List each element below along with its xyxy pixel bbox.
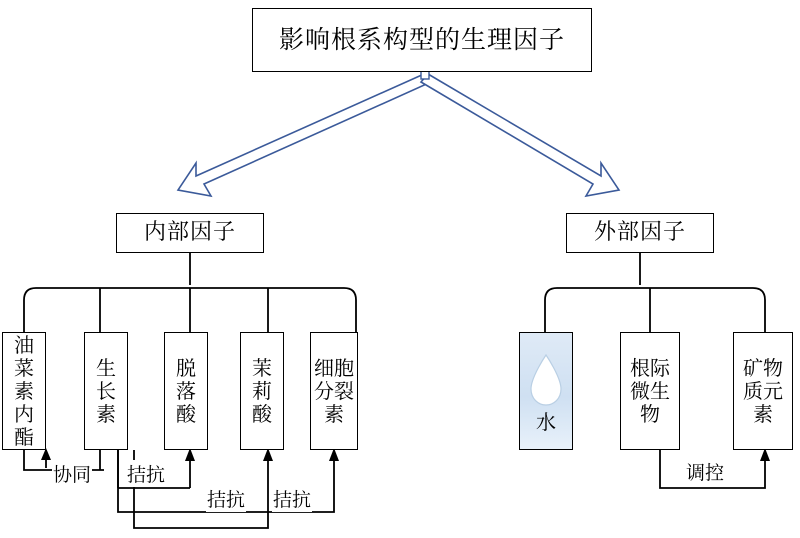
leaf-label: 生长素 — [96, 355, 116, 426]
branch-internal-label: 内部因子 — [143, 220, 236, 246]
leaf-label: 脱落酸 — [176, 355, 196, 426]
leaf-node-jasmonic-acid — [240, 332, 284, 450]
connector-node — [421, 71, 429, 79]
root-node-label: 影响根系构型的生理因子 — [278, 25, 565, 55]
arrow-to-external — [421, 74, 619, 196]
relation-label-synergy: 协同 — [52, 460, 92, 487]
root-node — [252, 8, 592, 72]
relation-label-antagonism-2: 拮抗 — [206, 485, 246, 512]
leaf-label: 根际微生物 — [630, 355, 670, 426]
relation-label-antagonism-3: 拮抗 — [272, 485, 312, 512]
leaf-node-aba — [164, 332, 208, 450]
relation-label-antagonism-1: 拮抗 — [126, 460, 166, 487]
leaf-node-auxin — [84, 332, 128, 450]
arrow-to-internal — [178, 74, 431, 196]
leaf-node-mineral-elements — [733, 332, 793, 450]
leaf-node-brassinolide — [2, 332, 46, 450]
leaf-node-water — [519, 332, 573, 450]
leaf-label: 油菜素内酯 — [14, 332, 34, 449]
leaf-node-cytokinin — [310, 332, 358, 450]
branch-node-external — [566, 213, 714, 253]
branch-node-internal — [116, 213, 264, 253]
leaf-label: 矿物质元素 — [743, 355, 783, 426]
leaf-label: 茉莉酸 — [252, 355, 272, 426]
leaf-label: 细胞分裂素 — [314, 355, 354, 426]
leaf-label: 水 — [536, 410, 556, 434]
leaf-node-rhizosphere-microbes — [620, 332, 680, 450]
relation-label-regulation: 调控 — [685, 458, 725, 485]
branch-external-label: 外部因子 — [593, 220, 686, 246]
water-drop-icon — [528, 353, 564, 407]
